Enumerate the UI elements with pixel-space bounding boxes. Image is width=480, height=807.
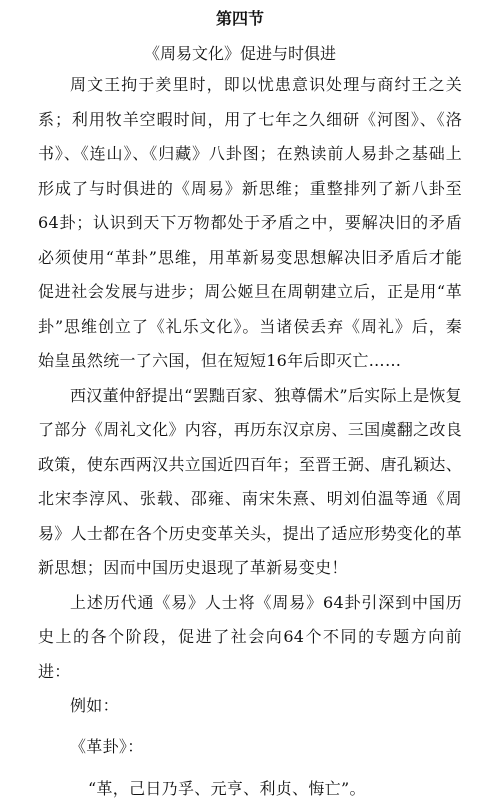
hexagram-title: 《革卦》： bbox=[70, 736, 144, 756]
section-subtitle: 《周易文化》促进与时俱进 bbox=[143, 44, 336, 63]
paragraph-king-wen: 周文王拘于羑里时，即以忧患意识处理与商纣王之关系；利用牧羊空暇时间，用了七年之久细研《河图》、《洛书》、《连山》、《归藏》八卦图；在熟读前人易卦之基础上形成了与时俱进的《周易》新思维；重整排列了新八卦至64卦；认识到天下万物都处于矛盾之中，要解决旧的矛盾必须使用“革卦”思维，用革新易变思想解决旧矛盾后才能促进社会发展与进步；周公姬旦在周朝建立后，正是用“革卦”思维创立了《礼乐文化》。当诸侯丢弃《周礼》后，秦始皇虽然统一了六国，但在短短16年后即灭亡…… bbox=[38, 75, 462, 370]
body-text bbox=[38, 68, 462, 807]
paragraph-western-han: 西汉董仲舒提出“罢黜百家、独尊儒术”后实际上是恢复了部分《周礼文化》内容，再历东汉京房、三国虞翻之改良政策，使东西两汉共立国近四百年；至晋王弼、唐孔颖达、北宋李淳风、张载、邵雍、南宋朱熹、明刘伯温等通《周易》人士都在各个历史变革关头，提出了适应形势变化的革新思想；因而中国历史退现了革新易变史！ bbox=[38, 385, 462, 577]
example-label: 例如： bbox=[70, 696, 119, 715]
paragraph-historical-scholars: 上述历代通《易》人士将《周易》64卦引深到中国历史上的各个阶段，促进了社会向64个不同的专题方向前进： bbox=[38, 592, 462, 681]
section-title: 第四节 bbox=[215, 9, 264, 28]
hexagram-quote: “革，己日乃孚、元亨、利贞、悔亡”。 bbox=[88, 779, 366, 798]
